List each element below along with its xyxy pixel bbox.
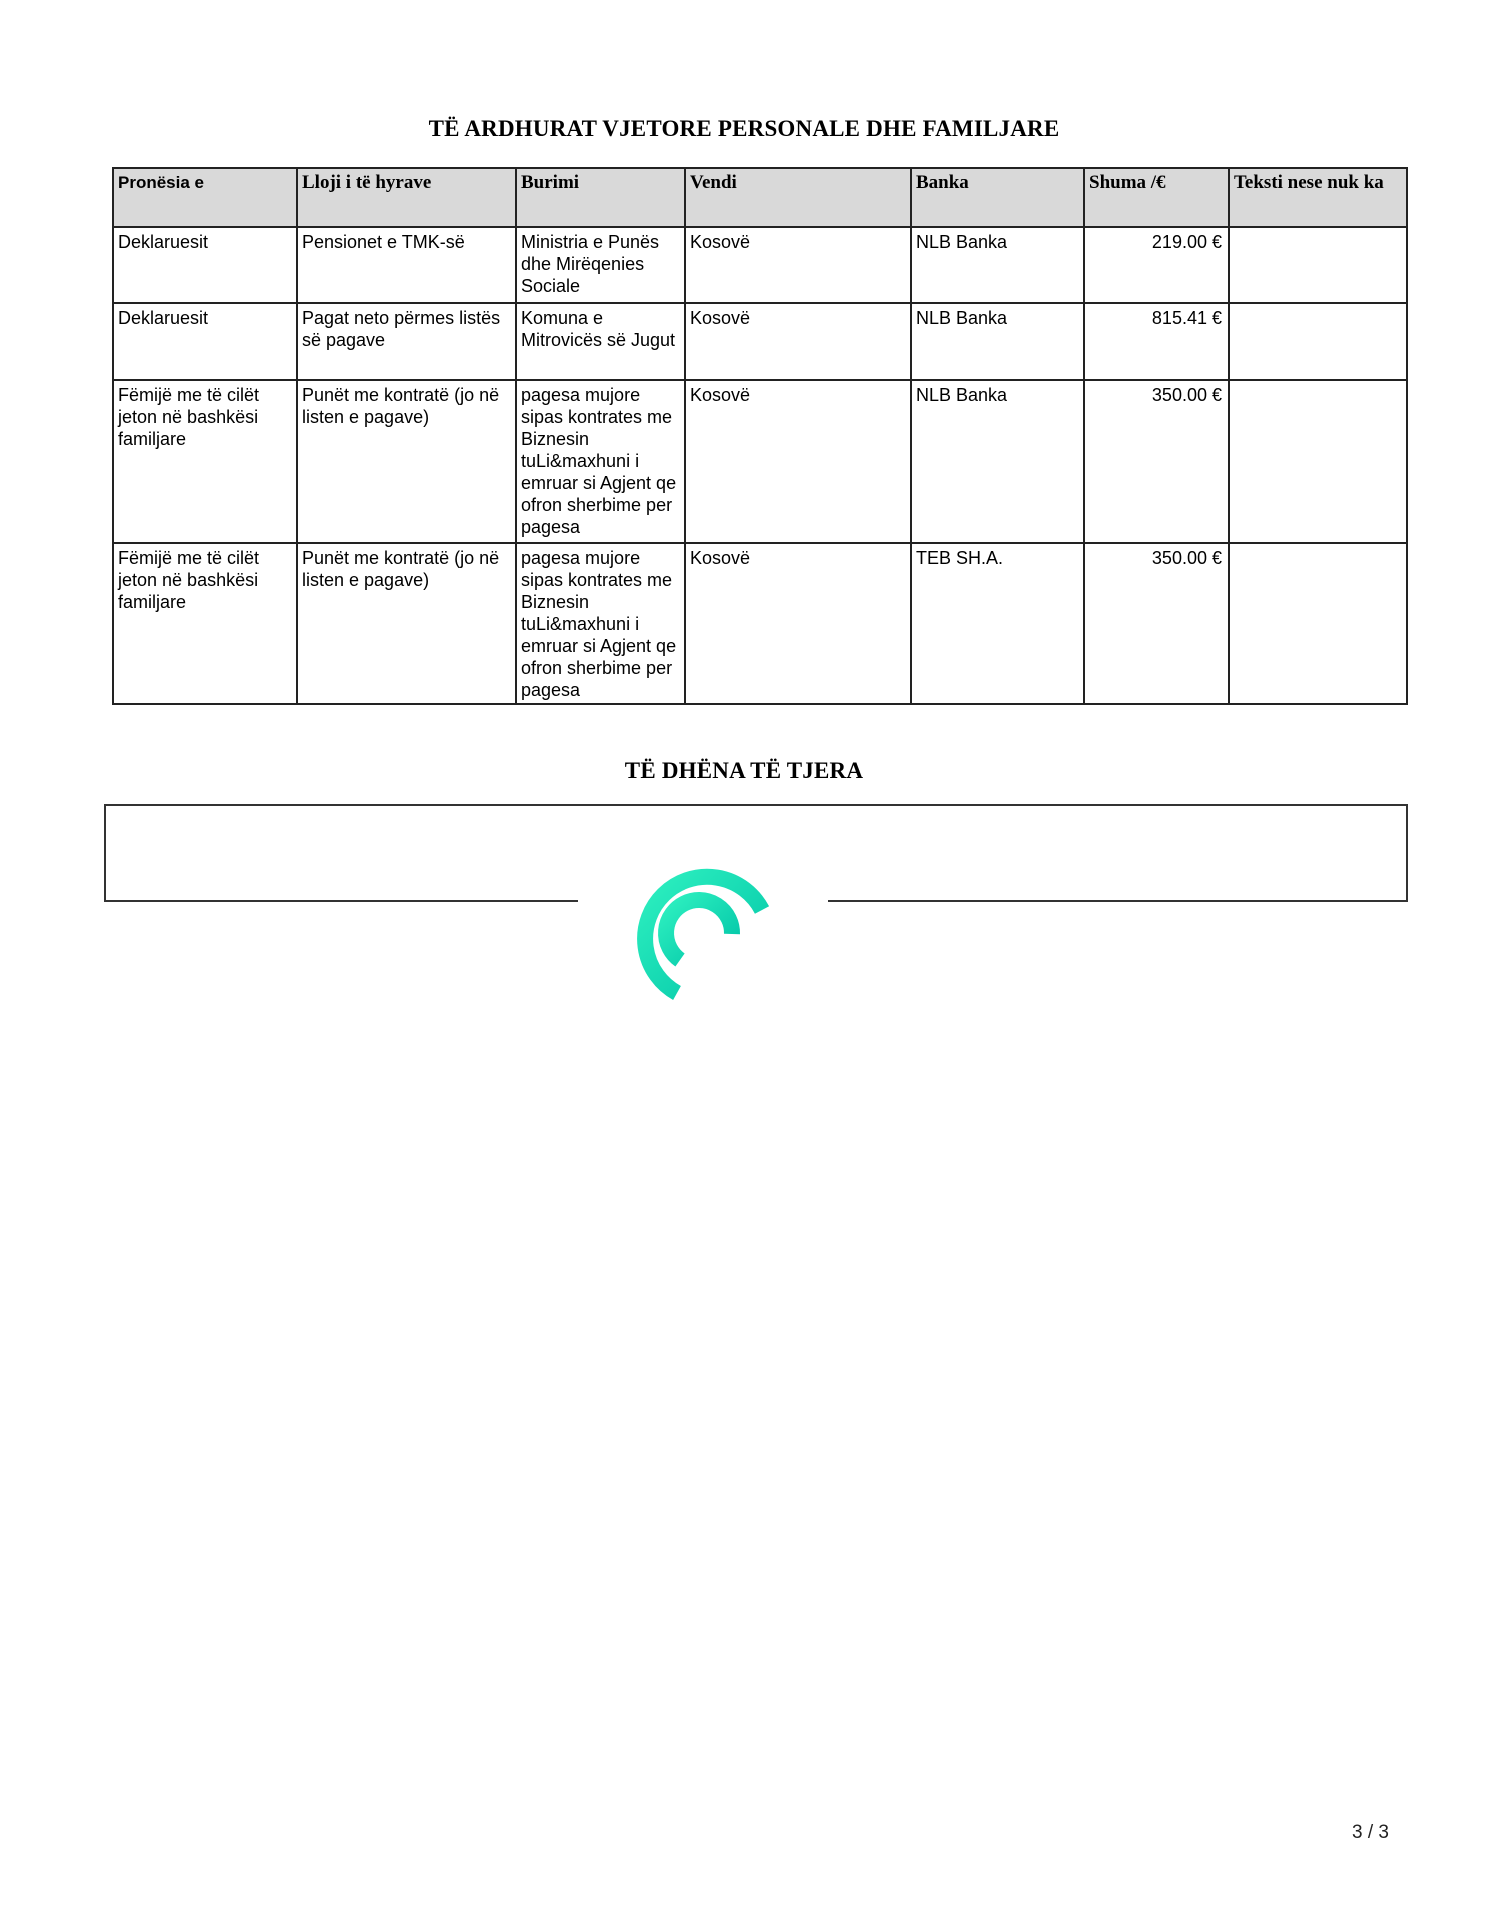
cell-teksti	[1229, 227, 1407, 303]
cell-pronesia: Fëmijë me të cilët jeton në bashkësi familjare	[113, 380, 297, 543]
cell-shuma: 350.00 €	[1084, 543, 1229, 704]
cell-teksti	[1229, 303, 1407, 380]
table-row	[113, 380, 1407, 543]
cell-pronesia: Fëmijë me të cilët jeton në bashkësi familjare	[113, 543, 297, 704]
header-pronesia: Pronësia e	[113, 168, 297, 227]
cell-vendi: Kosovë	[685, 543, 911, 704]
cell-shuma: 815.41 €	[1084, 303, 1229, 380]
income-table	[112, 167, 1408, 705]
cell-shuma: 219.00 €	[1084, 227, 1229, 303]
table-header-row	[113, 168, 1407, 227]
cell-teksti	[1229, 543, 1407, 704]
cell-burimi: pagesa mujore sipas kontrates me Biznesin tuLi&maxhuni i emruar si Agjent qe ofron sherbime per pagesa	[516, 380, 685, 543]
cell-banka: TEB SH.A.	[911, 543, 1084, 704]
table-row	[113, 303, 1407, 380]
cell-vendi: Kosovë	[685, 380, 911, 543]
header-vendi: Vendi	[685, 168, 911, 227]
header-lloji: Lloji i të hyrave	[297, 168, 516, 227]
table-row	[113, 543, 1407, 704]
cell-burimi: pagesa mujore sipas kontrates me Biznesin tuLi&maxhuni i emruar si Agjent qe ofron sherbime per pagesa	[516, 543, 685, 704]
cell-lloji: Pagat neto përmes listës së pagave	[297, 303, 516, 380]
header-shuma: Shuma /€	[1084, 168, 1229, 227]
page-indicator: 3 / 3	[1352, 1822, 1389, 1843]
loading-spinner-icon	[620, 848, 780, 1008]
cell-burimi: Ministria e Punës dhe Mirëqenies Sociale	[516, 227, 685, 303]
cell-pronesia: Deklaruesit	[113, 227, 297, 303]
cell-burimi: Komuna e Mitrovicës së Jugut	[516, 303, 685, 380]
header-banka: Banka	[911, 168, 1084, 227]
header-burimi: Burimi	[516, 168, 685, 227]
cell-lloji: Pensionet e TMK-së	[297, 227, 516, 303]
cell-vendi: Kosovë	[685, 303, 911, 380]
table-row	[113, 227, 1407, 303]
cell-lloji: Punët me kontratë (jo në listen e pagave)	[297, 543, 516, 704]
cell-banka: NLB Banka	[911, 380, 1084, 543]
cell-banka: NLB Banka	[911, 303, 1084, 380]
cell-banka: NLB Banka	[911, 227, 1084, 303]
header-teksti: Teksti nese nuk ka	[1229, 168, 1407, 227]
cell-pronesia: Deklaruesit	[113, 303, 297, 380]
cell-vendi: Kosovë	[685, 227, 911, 303]
other-section-title: TË DHËNA TË TJERA	[624, 758, 864, 783]
cell-lloji: Punët me kontratë (jo në listen e pagave)	[297, 380, 516, 543]
cell-teksti	[1229, 380, 1407, 543]
income-section-title: TË ARDHURAT VJETORE PERSONALE DHE FAMILJARE	[428, 116, 1060, 141]
cell-shuma: 350.00 €	[1084, 380, 1229, 543]
